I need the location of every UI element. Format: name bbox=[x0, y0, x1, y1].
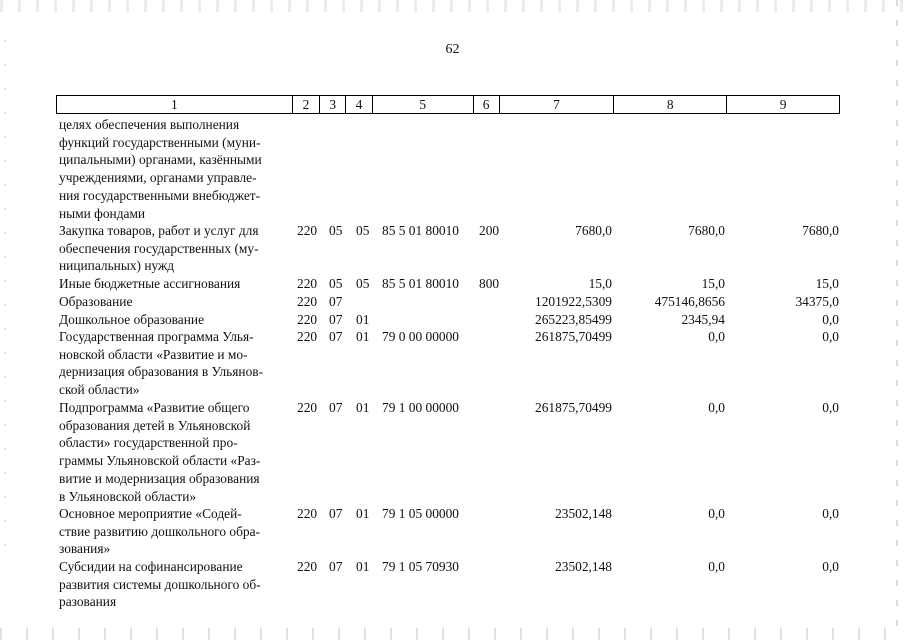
cell-col-2: 220 bbox=[297, 294, 318, 309]
row-name bbox=[59, 505, 291, 558]
row-name-line: граммы Ульяновской области «Раз- bbox=[59, 453, 261, 469]
cell-col-2: 220 bbox=[297, 559, 318, 574]
scan-artifact-bottom bbox=[0, 628, 905, 640]
row-name-line: Государственная программа Улья- bbox=[59, 329, 254, 344]
row-name-line: Основное мероприятие «Содей- bbox=[59, 506, 242, 521]
cell-col-7: 23502,148 bbox=[555, 559, 612, 574]
cell-col-5: 79 1 05 00000 bbox=[382, 506, 459, 521]
cell-col-7: 1201922,5309 bbox=[535, 294, 612, 309]
row-name bbox=[59, 311, 291, 329]
row-name-line: развития системы дошкольного об- bbox=[59, 576, 261, 592]
cell-col-3: 05 bbox=[329, 276, 343, 291]
row-name-line: образования детей в Ульяновской bbox=[59, 417, 251, 433]
row-name-line: Дошкольное образование bbox=[59, 312, 205, 327]
scan-artifact-left bbox=[4, 40, 6, 560]
cell-col-2: 220 bbox=[297, 223, 318, 238]
row-name-line: Образование bbox=[59, 294, 133, 309]
cell-col-4: 01 bbox=[356, 329, 370, 344]
cell-col-3: 07 bbox=[329, 312, 343, 327]
row-name bbox=[59, 558, 291, 611]
cell-col-5: 79 1 00 00000 bbox=[382, 400, 459, 415]
row-name-line: учреждениями, органами управле- bbox=[59, 170, 257, 186]
cell-col-7: 261875,70499 bbox=[535, 400, 612, 415]
cell-col-2: 220 bbox=[297, 312, 318, 327]
row-name-line: новской области «Развитие и мо- bbox=[59, 346, 248, 362]
cell-col-9: 34375,0 bbox=[795, 294, 839, 309]
cell-col-8: 0,0 bbox=[708, 400, 725, 415]
header-col-8: 8 bbox=[613, 96, 726, 113]
cell-col-8: 0,0 bbox=[708, 329, 725, 344]
row-name-line: Закупка товаров, работ и услуг для bbox=[59, 223, 259, 238]
cell-col-7: 265223,85499 bbox=[535, 312, 612, 327]
cell-col-8: 2345,94 bbox=[681, 312, 725, 327]
row-name-line: витие и модернизация образования bbox=[59, 470, 260, 486]
row-name-line: ской области» bbox=[59, 382, 140, 398]
cell-col-2: 220 bbox=[297, 400, 318, 415]
header-col-3: 3 bbox=[319, 96, 345, 113]
cell-col-9: 0,0 bbox=[822, 559, 839, 574]
cell-col-5: 79 1 05 70930 bbox=[382, 559, 459, 574]
cell-col-7: 23502,148 bbox=[555, 506, 612, 521]
cell-col-4: 01 bbox=[356, 506, 370, 521]
cell-col-8: 7680,0 bbox=[688, 223, 725, 238]
row-name-line: ствие развитию дошкольного обра- bbox=[59, 523, 260, 539]
header-col-1: 1 bbox=[170, 97, 178, 112]
cell-col-5: 79 0 00 00000 bbox=[382, 329, 459, 344]
cell-col-3: 05 bbox=[329, 223, 343, 238]
row-name bbox=[59, 116, 291, 222]
row-name-line: обеспечения государственных (му- bbox=[59, 240, 259, 256]
row-name-line: ниципальных) нужд bbox=[59, 258, 175, 274]
cell-col-2: 220 bbox=[297, 506, 318, 521]
scan-artifact-top bbox=[0, 0, 905, 12]
cell-col-3: 07 bbox=[329, 294, 343, 309]
header-col-6: 6 bbox=[473, 96, 499, 113]
cell-col-3: 07 bbox=[329, 329, 343, 344]
header-col-7: 7 bbox=[499, 96, 614, 113]
row-name-line: области» государственной про- bbox=[59, 435, 238, 451]
cell-col-9: 0,0 bbox=[822, 400, 839, 415]
row-name bbox=[59, 399, 291, 505]
cell-col-5: 85 5 01 80010 bbox=[382, 223, 459, 238]
cell-col-9: 0,0 bbox=[822, 506, 839, 521]
cell-col-9: 0,0 bbox=[822, 329, 839, 344]
row-name-line: Иные бюджетные ассигнования bbox=[59, 276, 241, 291]
row-name-line: в Ульяновской области» bbox=[59, 488, 197, 504]
header-col-9: 9 bbox=[726, 96, 839, 113]
cell-col-4: 05 bbox=[356, 223, 370, 238]
cell-col-4: 05 bbox=[356, 276, 370, 291]
header-col-5: 5 bbox=[372, 96, 473, 113]
cell-col-4: 01 bbox=[356, 559, 370, 574]
cell-col-5: 85 5 01 80010 bbox=[382, 276, 459, 291]
cell-col-9: 7680,0 bbox=[802, 223, 839, 238]
cell-col-9: 0,0 bbox=[822, 312, 839, 327]
row-name-line: ципальными) органами, казёнными bbox=[59, 152, 262, 168]
row-name-line: ния государственными внебюджет- bbox=[59, 187, 261, 203]
cell-col-3: 07 bbox=[329, 400, 343, 415]
cell-col-8: 475146,8656 bbox=[654, 294, 725, 309]
page-number: 62 bbox=[445, 42, 460, 57]
cell-col-4: 01 bbox=[356, 312, 370, 327]
cell-col-8: 15,0 bbox=[701, 276, 725, 291]
cell-col-3: 07 bbox=[329, 506, 343, 521]
header-col-2: 2 bbox=[292, 96, 320, 113]
row-name bbox=[59, 293, 291, 311]
row-name bbox=[59, 328, 291, 399]
row-name-line: разования bbox=[59, 594, 117, 610]
cell-col-2: 220 bbox=[297, 329, 318, 344]
cell-col-2: 220 bbox=[297, 276, 318, 291]
row-name bbox=[59, 222, 291, 275]
table-header-row bbox=[56, 95, 840, 114]
row-name-line: целях обеспечения выполнения bbox=[59, 117, 240, 132]
row-name-line: Субсидии на софинансирование bbox=[59, 559, 243, 574]
cell-col-7: 7680,0 bbox=[575, 223, 612, 238]
scan-artifact-right bbox=[896, 0, 898, 640]
cell-col-6: 800 bbox=[479, 276, 500, 291]
cell-col-6: 200 bbox=[479, 223, 500, 238]
cell-col-3: 07 bbox=[329, 559, 343, 574]
cell-col-9: 15,0 bbox=[815, 276, 839, 291]
cell-col-7: 261875,70499 bbox=[535, 329, 612, 344]
row-name bbox=[59, 275, 291, 293]
row-name-line: дернизация образования в Ульянов- bbox=[59, 364, 264, 380]
cell-col-8: 0,0 bbox=[708, 506, 725, 521]
cell-col-4: 01 bbox=[356, 400, 370, 415]
cell-col-7: 15,0 bbox=[588, 276, 612, 291]
row-name-line: зования» bbox=[59, 541, 111, 557]
row-name-line: ными фондами bbox=[59, 205, 146, 221]
row-name-line: функций государственными (муни- bbox=[59, 134, 261, 150]
cell-col-8: 0,0 bbox=[708, 559, 725, 574]
header-col-4: 4 bbox=[345, 96, 372, 113]
row-name-line: Подпрограмма «Развитие общего bbox=[59, 400, 250, 415]
